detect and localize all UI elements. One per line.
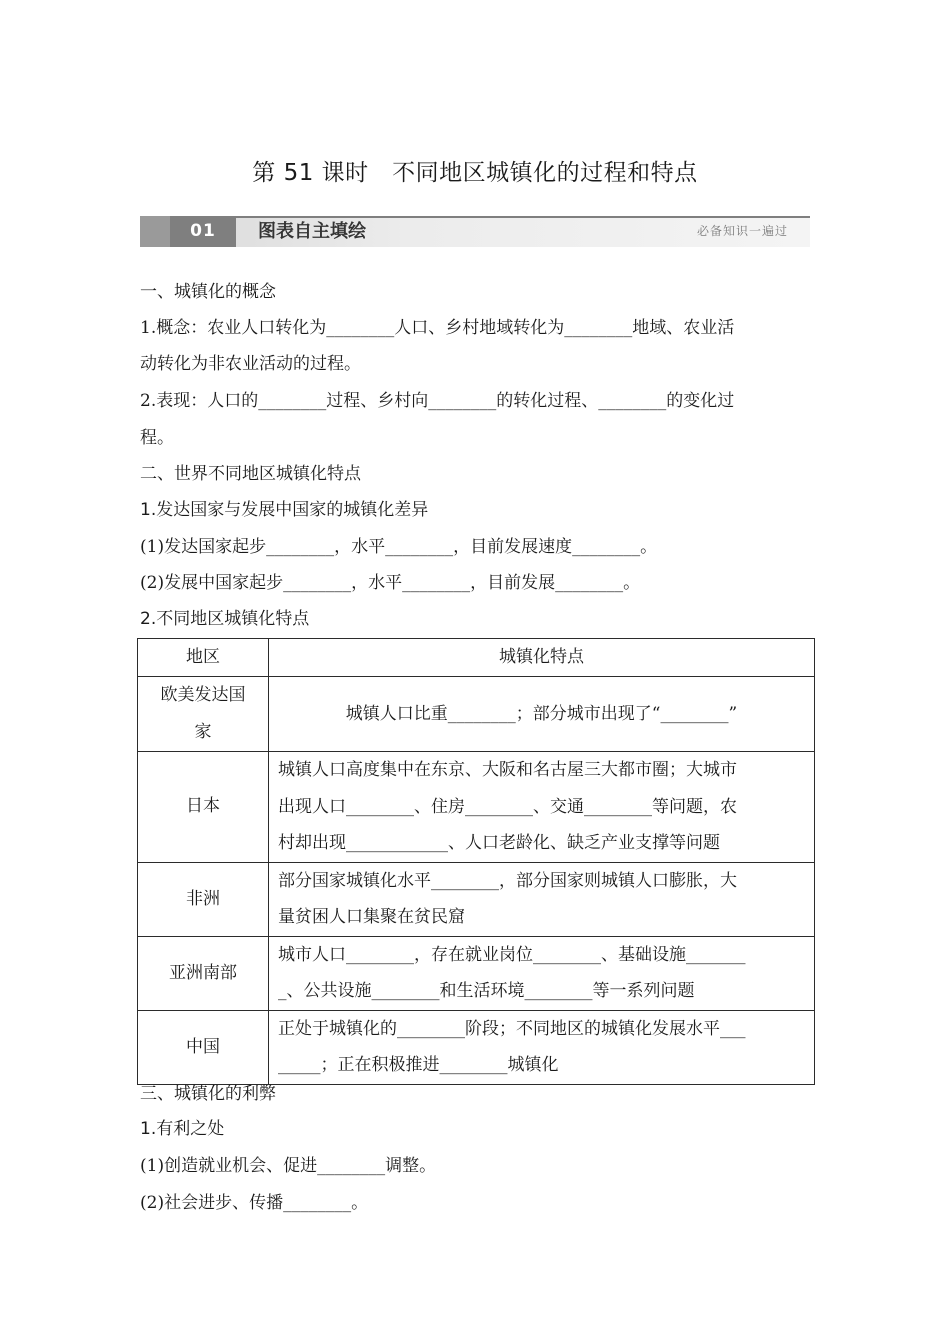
feature-text-line: 城镇人口高度集中在东京、大阪和名古屋三大都市圈；大城市: [278, 760, 737, 780]
banner-lead-block: [140, 216, 170, 247]
feature-text-line: _、公共设施________和生活环境________等一系列问题: [278, 981, 695, 1001]
region-cell: [138, 677, 269, 752]
developing-countries-line: (2)发展中国家起步________，水平________，目前发展________。: [140, 573, 641, 593]
page-title: 第 51 课时 不同地区城镇化的过程和特点: [252, 160, 698, 186]
region-features-table: [137, 638, 815, 1085]
feature-text-line: _____；正在积极推进________城镇化: [278, 1055, 559, 1075]
region-cell: 亚洲南部: [138, 936, 269, 1010]
feature-cell: [269, 752, 815, 863]
feature-text-line: 城镇人口比重________；部分城市出现了“________”: [345, 703, 738, 724]
header-region: 地区: [138, 639, 269, 677]
section-heading-1: 一、城镇化的概念: [140, 282, 276, 302]
subheading-advantages: 1.有利之处: [140, 1119, 225, 1139]
section-heading-3: 三、城镇化的利弊: [140, 1084, 276, 1104]
region-text-line: 家: [194, 722, 212, 742]
feature-cell: [269, 862, 815, 936]
section-heading-2: 二、世界不同地区城镇化特点: [140, 464, 361, 484]
feature-cell: [269, 936, 815, 1010]
feature-text-line: 村却出现____________、人口老龄化、缺乏产业支撑等问题: [278, 833, 720, 853]
feature-text-line: 城市人口________，存在就业岗位________、基础设施_______: [278, 944, 746, 965]
feature-cell: [269, 677, 815, 752]
subheading-region-features: 2.不同地区城镇化特点: [140, 609, 310, 629]
concept-line-2: 动转化为非农业活动的过程。: [140, 354, 361, 374]
region-cell: 日本: [138, 752, 269, 863]
region-text-line: 欧美发达国: [160, 685, 246, 705]
region-cell: 非洲: [138, 862, 269, 936]
banner-number: 01: [170, 216, 236, 247]
header-feature: 城镇化特点: [269, 639, 815, 677]
advantage-line-2: (2)社会进步、传播________。: [140, 1193, 369, 1213]
manifestation-line-2: 程。: [140, 428, 174, 448]
table-row: [138, 936, 815, 1010]
table-row: [138, 862, 815, 936]
banner-right-text: 必备知识一遍过: [696, 224, 788, 238]
feature-text-line: 量贫困人口集聚在贫民窟: [278, 907, 465, 927]
table-row: [138, 1010, 815, 1084]
table-row: [138, 677, 815, 752]
banner-caption: 图表自主填绘: [258, 221, 366, 242]
table-row: [138, 752, 815, 863]
feature-text-line: 部分国家城镇化水平________，部分国家则城镇人口膨胀，大: [278, 870, 737, 891]
region-cell: 中国: [138, 1010, 269, 1084]
advantage-line-1: (1)创造就业机会、促进________调整。: [140, 1156, 437, 1176]
table-header-row: [138, 639, 815, 677]
feature-text-line: 正处于城镇化的________阶段；不同地区的城镇化发展水平___: [278, 1018, 746, 1039]
feature-text-line: 出现人口________、住房________、交通________等问题，农: [278, 796, 737, 817]
developed-countries-line: (1)发达国家起步________，水平________，目前发展速度________。: [140, 537, 658, 557]
feature-cell: [269, 1010, 815, 1084]
manifestation-line-1: 2.表现：人口的________过程、乡村向________的转化过程、________的变化过: [140, 391, 735, 411]
subheading-differences: 1.发达国家与发展中国家的城镇化差异: [140, 500, 429, 520]
section-banner: [140, 216, 810, 247]
concept-line-1: 1.概念：农业人口转化为________人口、乡村地域转化为________地域、农业活: [140, 318, 735, 338]
